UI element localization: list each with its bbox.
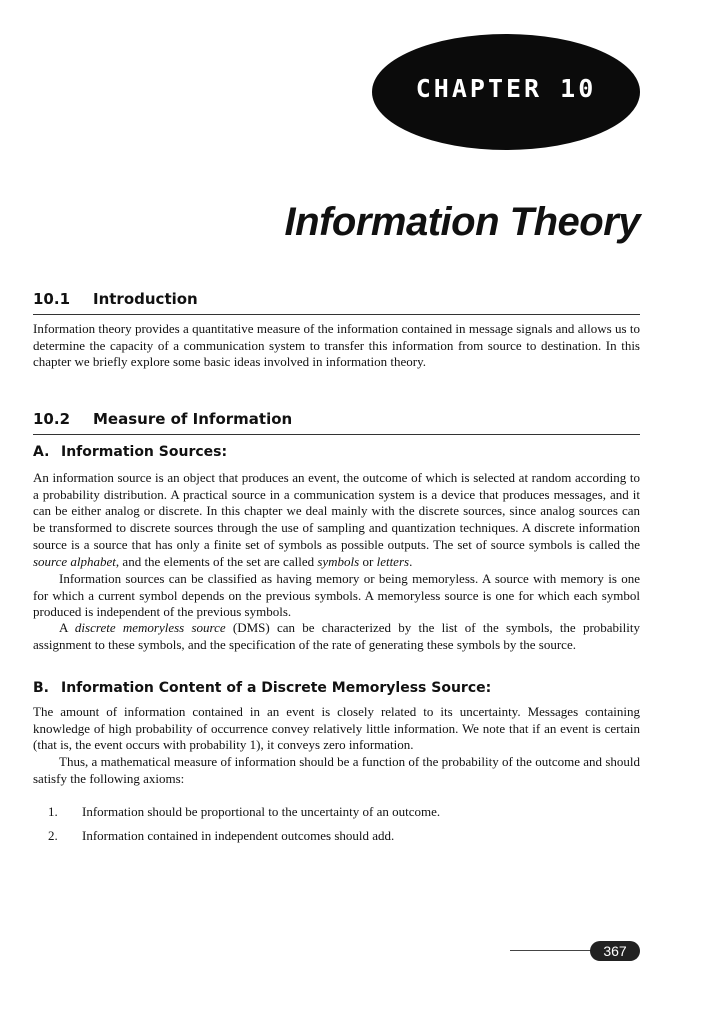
information-sources-paragraph-1 (33, 470, 640, 570)
text-run: or (359, 553, 377, 569)
text-run: . (409, 553, 413, 569)
section-heading-introduction (33, 290, 640, 315)
term-source-alphabet: source alphabet (33, 553, 116, 569)
text-run: An information source is an object that produces an event, the outcome of which is selected at random according to a probability distribution. A practical source in a communication system is a device that produces messages, and it can be either analog or discrete. In this chapter we deal mainly with the discrete sources, since analog sources can be transformed to discrete sources through the use of sampling and quantization techniques. A discrete information source is a source that has only a finite set of symbols as possible outputs. The set of source symbols is called the (33, 470, 640, 552)
list-item-number: 2. (48, 828, 58, 843)
list-item-number: 1. (48, 804, 58, 819)
section-heading-measure-of-information (33, 410, 640, 435)
information-sources-paragraph-3 (33, 620, 640, 653)
term-discrete-memoryless-source: discrete memoryless source (74, 620, 226, 635)
text-run: A (59, 620, 75, 635)
section-title: Measure of Information (93, 410, 293, 428)
term-symbols: symbols (317, 553, 360, 569)
subsection-title: Information Sources: (61, 444, 228, 460)
axioms-list (48, 800, 628, 848)
list-item (48, 800, 628, 824)
list-item (48, 824, 628, 848)
subsection-heading-information-sources (33, 444, 227, 460)
section-number: 10.2 (33, 410, 71, 428)
term-letters: letters (376, 553, 410, 569)
subsection-title: Information Content of a Discrete Memoryless Source: (61, 680, 492, 696)
intro-paragraph: Information theory provides a quantitative measure of the information contained in message signals and allows us to determine the capacity of a communication system to transfer this information from source to destination. In this chapter we briefly explore some basic ideas involved in information theory. (33, 321, 640, 370)
information-sources-paragraph-2: Information sources can be classified as having memory or being memoryless. A source with memory is one for which a current symbol depends on the previous symbols. A memoryless source is one for which each symbol produced is independent of the previous symbols. (33, 571, 640, 620)
text-run: (DMS) can be characterized by the list of the symbols, the probability assignment to these symbols, and the specification of the rate of generating these symbols by the source. (33, 620, 640, 652)
subsection-letter: A. (33, 444, 50, 460)
page-number: 367 (590, 941, 640, 961)
section-title: Introduction (93, 290, 198, 308)
list-item-text: Information should be proportional to the uncertainty of an outcome. (82, 804, 441, 819)
subsection-heading-information-content (33, 680, 491, 696)
chapter-title: Information Theory (284, 200, 640, 244)
subsection-letter: B. (33, 680, 49, 696)
text-run: , and the elements of the set are called (115, 553, 318, 569)
chapter-label: CHAPTER 10 (415, 74, 597, 103)
page-number-rule (510, 950, 594, 951)
section-number: 10.1 (33, 290, 71, 308)
information-content-paragraph-1: The amount of information contained in an event is closely related to its uncertainty. Messages containing knowledge of high probability of occurrence convey relatively little information. We note that if an event is certain (that is, the event occurs with probability 1), it conveys zero information. (33, 704, 640, 753)
list-item-text: Information contained in independent outcomes should add. (82, 828, 395, 843)
information-content-paragraph-2: Thus, a mathematical measure of information should be a function of the probability of the outcome and should satisfy the following axioms: (33, 754, 640, 786)
